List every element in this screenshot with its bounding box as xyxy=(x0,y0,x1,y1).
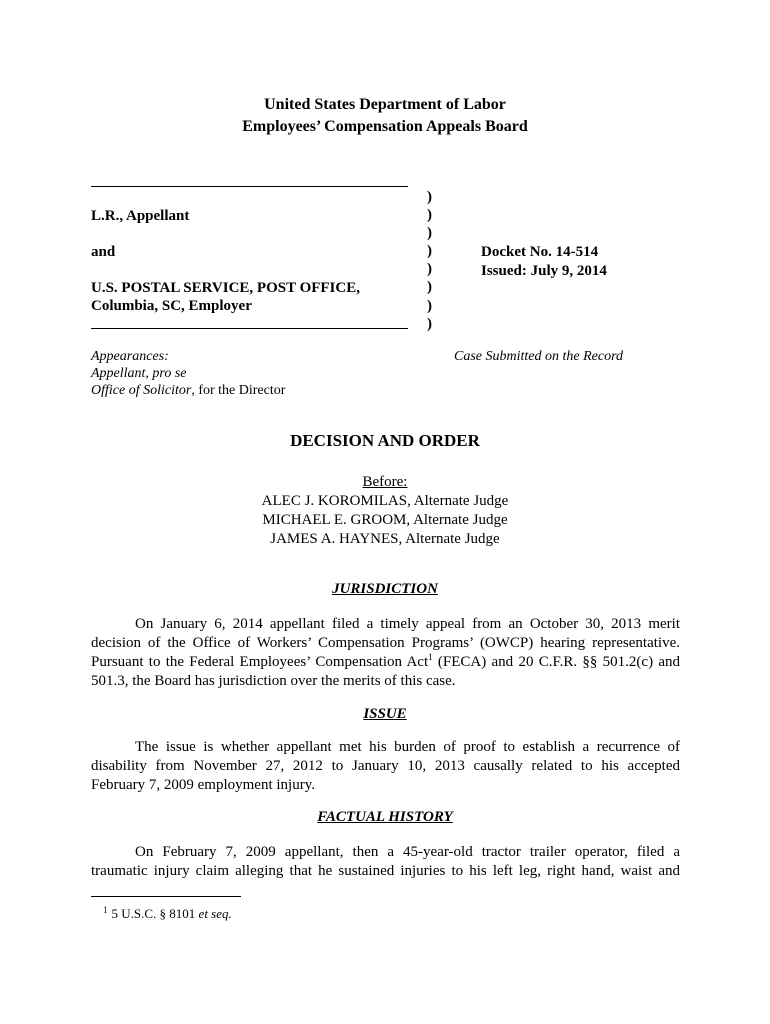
judges-block xyxy=(0,473,770,549)
header-agency: United States Department of Labor xyxy=(264,96,506,113)
appearances-solicitor xyxy=(91,382,285,399)
case-submitted-note: Case Submitted on the Record xyxy=(454,349,624,364)
paren: ) xyxy=(427,261,432,278)
appearances-appellant: Appellant, pro se xyxy=(91,366,187,381)
factual-history-paragraph xyxy=(91,843,680,881)
issued-date: Issued: July 9, 2014 xyxy=(481,263,607,279)
caption-appellant: L.R., Appellant xyxy=(91,208,190,224)
paragraph-line: traumatic injury claim alleging that he sustained injuries to his left leg, right hand, waist and xyxy=(91,863,680,879)
line-text: (FECA) and 20 C.F.R. §§ 501.2(c) and xyxy=(432,654,680,670)
judge-name: JAMES A. HAYNES, Alternate Judge xyxy=(270,531,500,547)
footnote xyxy=(103,902,232,922)
footnote-text: 5 U.S.C. § 8101 xyxy=(111,906,199,921)
caption-top-rule xyxy=(91,186,408,187)
caption-parentheses xyxy=(427,188,432,333)
paren: ) xyxy=(427,297,432,314)
footnote-text-italic: et seq. xyxy=(198,906,232,921)
solicitor-office: Office of Solicitor xyxy=(91,383,192,398)
jurisdiction-heading: JURISDICTION xyxy=(332,581,438,597)
paragraph-line: On February 7, 2009 appellant, then a 45-year-old tractor trailer operator, filed a xyxy=(135,844,680,860)
jurisdiction-paragraph xyxy=(91,615,680,691)
footnote-mark: 1 xyxy=(103,905,108,915)
docket-block xyxy=(481,243,607,281)
paragraph-line: decision of the Office of Workers’ Compensation Programs’ (OWCP) hearing representative. xyxy=(91,635,680,651)
before-label: Before: xyxy=(362,474,408,490)
caption-employer xyxy=(91,279,360,315)
paren: ) xyxy=(427,207,432,224)
document-header xyxy=(0,94,770,138)
paragraph-line: 501.3, the Board has jurisdiction over the merits of this case. xyxy=(91,673,456,689)
line-text: Pursuant to the Federal Employees’ Compensation Act xyxy=(91,654,429,670)
paragraph-line: On January 6, 2014 appellant filed a timely appeal from an October 30, 2013 merit xyxy=(135,616,680,632)
issue-heading: ISSUE xyxy=(363,706,407,722)
header-board: Employees’ Compensation Appeals Board xyxy=(242,118,528,135)
footnote-rule xyxy=(91,896,241,897)
caption-employer-line1: U.S. POSTAL SERVICE, POST OFFICE, xyxy=(91,280,360,296)
solicitor-role: , for the Director xyxy=(191,383,286,398)
paragraph-line: The issue is whether appellant met his burden of proof to establish a recurrence of xyxy=(135,739,680,755)
appearances-heading: Appearances: xyxy=(91,349,169,364)
judge-name: ALEC J. KOROMILAS, Alternate Judge xyxy=(261,493,509,509)
caption-bottom-rule xyxy=(91,328,408,329)
paren: ) xyxy=(427,225,432,242)
caption-and: and xyxy=(91,244,116,260)
paragraph-line: disability from November 27, 2012 to January 10, 2013 causally related to his accepted xyxy=(91,758,680,774)
judge-name: MICHAEL E. GROOM, Alternate Judge xyxy=(262,512,508,528)
paren: ) xyxy=(427,189,432,205)
docket-number: Docket No. 14-514 xyxy=(481,244,599,260)
footnote-reference[interactable]: 1 xyxy=(428,652,433,662)
caption-employer-line2: Columbia, SC, Employer xyxy=(91,298,252,314)
paren: ) xyxy=(427,243,432,260)
issue-paragraph xyxy=(91,738,680,795)
factual-history-heading: FACTUAL HISTORY xyxy=(317,809,453,825)
paren: ) xyxy=(427,315,432,332)
paragraph-line: February 7, 2009 employment injury. xyxy=(91,777,315,793)
paragraph-line xyxy=(91,653,680,672)
decision-title: DECISION AND ORDER xyxy=(290,431,480,450)
appearances-block xyxy=(91,348,285,399)
paren: ) xyxy=(427,279,432,296)
